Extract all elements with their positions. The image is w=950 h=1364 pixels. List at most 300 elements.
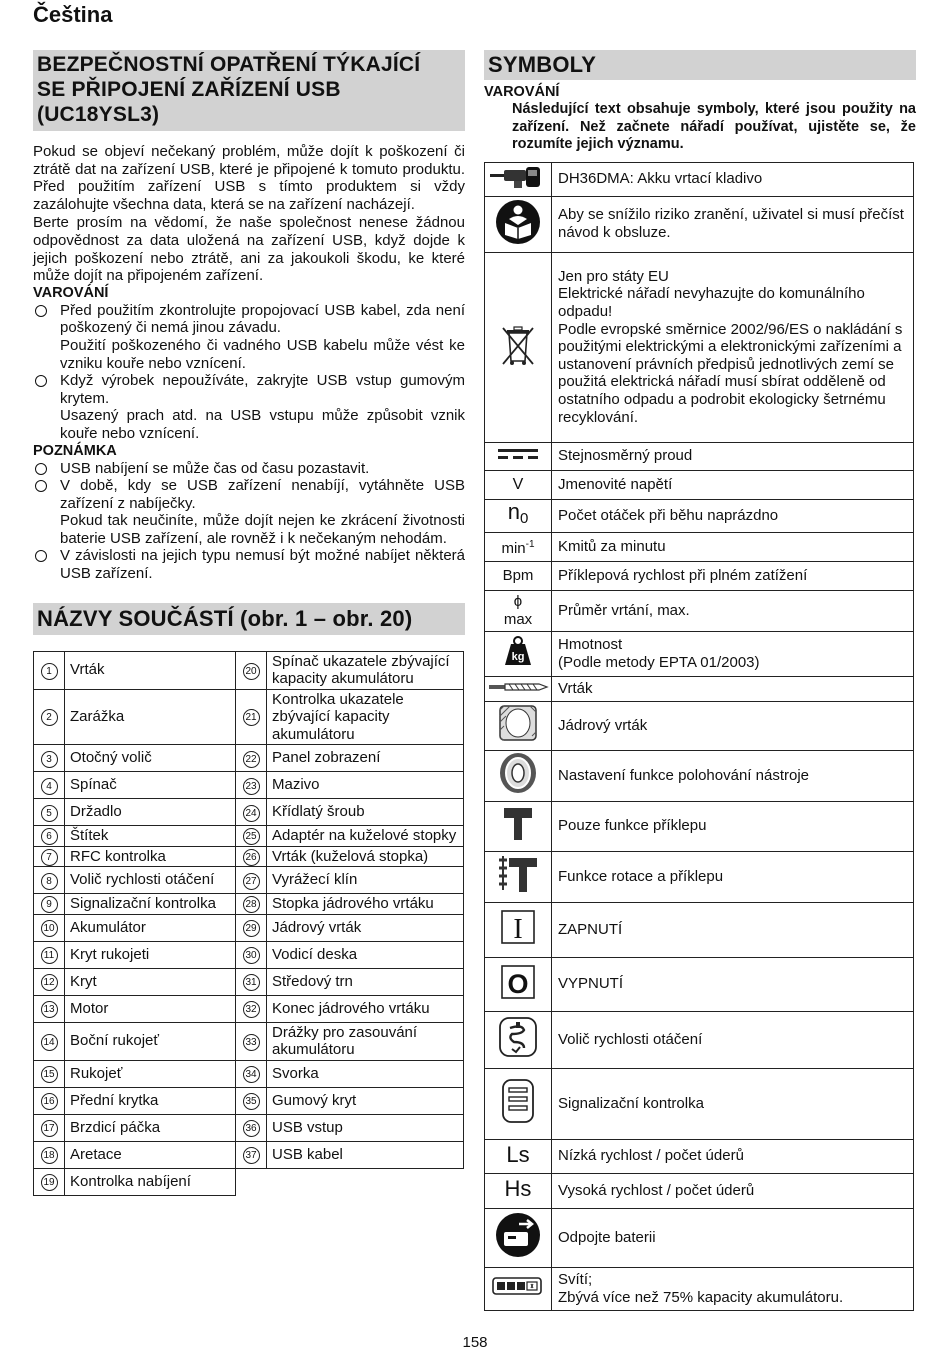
table-row — [34, 1141, 464, 1168]
language-heading: Čeština — [33, 2, 113, 27]
part-number-cell — [236, 846, 267, 867]
part-name-cell — [65, 1060, 236, 1087]
symbol-glyph: Ls — [506, 1141, 530, 1167]
symbol-cell — [485, 701, 552, 750]
table-row — [485, 470, 914, 499]
part-number-cell — [236, 1141, 267, 1168]
list-item-text: Když výrobek nepoužíváte, zakryjte USB vstup gumovým krytem. — [60, 372, 465, 407]
part-label: Otočný volič — [70, 749, 152, 767]
symbol-description: Jádrový vrták — [552, 701, 914, 750]
part-number-badge: 35 — [243, 1093, 260, 1110]
part-number-badge: 9 — [41, 896, 58, 913]
usb-warning-label: VAROVÁNÍ — [33, 284, 109, 301]
symbol-cell — [485, 196, 552, 252]
part-number-badge: 5 — [41, 805, 58, 822]
part-number-badge: 14 — [41, 1034, 58, 1051]
symbol-description: Vysoká rychlost / počet úderů — [552, 1173, 914, 1208]
symbol-glyph: V — [512, 475, 524, 493]
part-number-cell — [236, 772, 267, 799]
symbol-cell — [485, 532, 552, 561]
symbol-description: Svítí; Zbývá více než 75% kapacity akumulátoru. — [552, 1267, 914, 1310]
symbol-cell — [485, 1011, 552, 1068]
hammer-drill-icon — [488, 164, 548, 190]
part-number-cell — [236, 1022, 267, 1060]
symbol-cell — [485, 631, 552, 676]
symbol-cell — [485, 442, 552, 470]
part-name-cell — [65, 799, 236, 826]
parts-table — [33, 651, 464, 1196]
list-item — [33, 477, 465, 547]
table-row — [485, 701, 914, 750]
part-number-cell — [34, 1022, 65, 1060]
table-row — [34, 867, 464, 894]
list-item-subtext: Použití poškozeného či vadného USB kabelu může vést ke vzniku kouře nebo vznícení. — [60, 336, 465, 372]
part-label: Mazivo — [272, 776, 320, 794]
symbol-description: VYPNUTÍ — [552, 957, 914, 1011]
part-number-badge: 36 — [243, 1120, 260, 1137]
part-number-cell — [34, 968, 65, 995]
part-number-cell — [236, 799, 267, 826]
part-number-cell — [34, 1087, 65, 1114]
symbol-description: Nastavení funkce polohování nástroje — [552, 750, 914, 801]
right-column — [484, 50, 916, 1311]
table-row — [485, 442, 914, 470]
part-number-badge: 24 — [243, 805, 260, 822]
part-label: Spínač ukazatele zbývající kapacity akumulátoru — [272, 652, 450, 688]
part-name-cell — [267, 689, 464, 745]
part-number-cell — [34, 826, 65, 847]
table-row — [34, 772, 464, 799]
part-name-cell — [65, 941, 236, 968]
part-name-cell — [65, 651, 236, 689]
part-name-cell — [267, 1022, 464, 1060]
symbol-description: Počet otáček při běhu naprázdno — [552, 499, 914, 532]
usb-title-line-1: BEZPEČNOSTNÍ OPATŘENÍ TÝKAJÍCÍ — [37, 53, 421, 76]
bullet-circle-icon — [35, 463, 47, 475]
symbol-description: Jen pro státy EU Elektrické nářadí nevyhazujte do komunálního odpadu! Podle evropské směrnice 2002/96/ES o nakládání s použitými elektrickými a elektronickými zařízeními a ustanovení právních předpisů jednotlivých zemí se použitá elektrická nářadí musí sbírat odděleně od ostatního odpadu a podrobit ekologicky šetrnému recyklování. — [552, 252, 914, 442]
symbol-description: DH36DMA: Akku vrtací kladivo — [552, 162, 914, 196]
symbol-subscript: 0 — [519, 510, 529, 528]
symbol-glyph: Bpm — [502, 566, 534, 584]
part-number-badge: 30 — [243, 947, 260, 964]
part-name-cell — [267, 846, 464, 867]
part-label: Kontrolka ukazatele zbývající kapacity akumulátoru — [272, 690, 404, 743]
symbol-glyph: ϕ — [513, 592, 523, 610]
hammer-only-icon — [502, 806, 534, 842]
part-number-cell — [236, 968, 267, 995]
part-number-badge: 13 — [41, 1001, 58, 1018]
crossed-bin-icon — [500, 323, 536, 367]
usb-paragraph-1: Pokud se objeví nečekaný problém, může dojít k poškození či ztrátě dat na zařízení USB, které je připojené k tomuto produktu. Před použitím zařízení USB s tímto produktem si vždy zazálohujte všechna data, která se na zařízení nacházejí. — [33, 143, 465, 213]
part-label: Přední krytka — [70, 1091, 159, 1109]
part-number-badge: 16 — [41, 1093, 58, 1110]
rotation-position-icon — [498, 751, 538, 795]
table-row — [485, 590, 914, 631]
speed-dial-icon — [498, 1016, 538, 1058]
part-name-cell — [267, 826, 464, 847]
table-row — [34, 1168, 464, 1195]
part-label: Aretace — [70, 1145, 122, 1163]
symbol-cell — [485, 1139, 552, 1173]
signal-lamp-icon — [501, 1078, 535, 1124]
part-name-cell — [65, 846, 236, 867]
part-name-cell — [65, 826, 236, 847]
symbol-glyph: n — [507, 499, 520, 525]
symbol-cell — [485, 590, 552, 631]
part-name-cell — [65, 867, 236, 894]
part-label: Vodicí deska — [272, 945, 358, 963]
part-name-cell — [267, 968, 464, 995]
part-name-cell — [65, 914, 236, 941]
list-item-subtext: Pokud tak neučiníte, může dojít nejen ke zkrácení životnosti baterie USB zařízení, ale rovněž i k nečekaným nehodám. — [60, 512, 465, 547]
part-name-cell — [267, 867, 464, 894]
table-row — [485, 1208, 914, 1267]
symbol-description: Signalizační kontrolka — [552, 1068, 914, 1139]
table-row — [485, 851, 914, 902]
part-label: RFC kontrolka — [70, 847, 166, 865]
part-label: Vrták (kuželová stopka) — [272, 847, 429, 865]
table-row — [34, 1022, 464, 1060]
drill-bit-icon — [487, 681, 549, 693]
core-bit-icon — [496, 702, 540, 744]
part-name-cell — [65, 1087, 236, 1114]
symbol-description: Pouze funkce příklepu — [552, 801, 914, 851]
part-number-badge: 34 — [243, 1066, 260, 1083]
table-row — [34, 1114, 464, 1141]
part-name-cell — [65, 968, 236, 995]
table-row — [485, 1011, 914, 1068]
part-name-cell — [65, 1114, 236, 1141]
part-label: Zarážka — [70, 708, 125, 726]
list-item-text: V době, kdy se USB zařízení nenabíjí, vytáhněte USB zařízení z nabíječky. — [60, 477, 465, 512]
list-item — [33, 372, 465, 442]
part-name-cell — [65, 894, 236, 915]
symbol-description: Kmitů za minutu — [552, 532, 914, 561]
direct-current-icon — [496, 446, 540, 462]
part-number-cell — [34, 1060, 65, 1087]
part-number-badge: 27 — [243, 873, 260, 890]
symbol-cell — [485, 561, 552, 590]
usb-section-title — [33, 50, 465, 131]
part-name-cell — [267, 914, 464, 941]
part-number-badge: 37 — [243, 1147, 260, 1164]
symbol-cell — [485, 162, 552, 196]
part-label: Akumulátor — [70, 918, 146, 936]
part-number-cell — [236, 914, 267, 941]
part-number-badge: 22 — [243, 751, 260, 768]
part-number-cell — [34, 867, 65, 894]
usb-paragraph-2: Berte prosím na vědomí, že naše společnost nenese žádnou odpovědnost za data uložená na zařízení USB, když dojde k jejich poškození nebo ztrátě, ani za jakoukoli škodu, ke které může dojít na připojeném zařízení. — [33, 214, 465, 285]
part-label: Drážky pro zasouvání akumulátoru — [272, 1023, 418, 1059]
part-name-cell — [65, 995, 236, 1022]
part-name-cell — [267, 799, 464, 826]
bullet-circle-icon — [35, 480, 47, 492]
part-number-badge: 28 — [243, 896, 260, 913]
svg-text:I: I — [513, 914, 523, 946]
switch-on-icon — [500, 909, 536, 945]
bullet-circle-icon — [35, 375, 47, 387]
part-number-cell — [34, 651, 65, 689]
symbol-description: Volič rychlosti otáčení — [552, 1011, 914, 1068]
part-number-badge: 25 — [243, 828, 260, 845]
symbol-description: Funkce rotace a příklepu — [552, 851, 914, 902]
part-label: Stopka jádrového vrtáku — [272, 895, 434, 913]
weight-kg-icon — [504, 636, 532, 666]
part-number-cell — [236, 651, 267, 689]
symbol-cell — [485, 1208, 552, 1267]
part-number-badge: 7 — [41, 849, 58, 866]
part-number-cell — [236, 941, 267, 968]
table-row — [485, 957, 914, 1011]
part-number-cell — [236, 1060, 267, 1087]
usb-title-line-2: SE PŘIPOJENÍ ZAŘÍZENÍ USB — [37, 78, 341, 101]
disconnect-battery-icon — [495, 1212, 541, 1258]
bullet-circle-icon — [35, 305, 47, 317]
symbol-cell — [485, 499, 552, 532]
part-label: Brzdicí páčka — [70, 1118, 161, 1136]
part-label: USB vstup — [272, 1118, 343, 1136]
table-row — [34, 914, 464, 941]
table-row — [34, 799, 464, 826]
table-row — [34, 826, 464, 847]
part-number-cell — [34, 1141, 65, 1168]
page-number: 158 — [462, 1334, 488, 1351]
part-number-cell — [34, 995, 65, 1022]
part-label: Kontrolka nabíjení — [70, 1172, 191, 1190]
symbol-cell — [485, 252, 552, 442]
part-label: Motor — [70, 999, 109, 1017]
part-number-cell — [236, 1087, 267, 1114]
part-number-badge: 10 — [41, 920, 58, 937]
part-label: Signalizační kontrolka — [70, 895, 216, 913]
part-number-badge: 20 — [243, 663, 260, 680]
part-label: Boční rukojeť — [70, 1032, 160, 1050]
table-row — [485, 1139, 914, 1173]
part-number-badge: 8 — [41, 873, 58, 890]
symbol-description: Příklepová rychlost při plném zatížení — [552, 561, 914, 590]
symbols-warning-label: VAROVÁNÍ — [484, 84, 560, 100]
part-number-badge: 29 — [243, 920, 260, 937]
table-row — [485, 196, 914, 252]
table-row — [34, 894, 464, 915]
part-label: Konec jádrového vrtáku — [272, 999, 430, 1017]
table-row — [34, 1087, 464, 1114]
part-number-cell — [34, 894, 65, 915]
table-row — [485, 750, 914, 801]
list-item-text: USB nabíjení se může čas od času pozastavit. — [60, 459, 370, 477]
table-row — [34, 995, 464, 1022]
part-label: Jádrový vrták — [272, 918, 362, 936]
battery-level-icon — [491, 1275, 545, 1297]
part-label: Spínač — [70, 776, 117, 794]
table-row — [485, 902, 914, 957]
symbol-cell — [485, 851, 552, 902]
usb-title-line-3: (UC18YSL3) — [37, 103, 160, 126]
symbol-cell — [485, 470, 552, 499]
part-label: Vyrážecí klín — [272, 871, 358, 889]
part-number-cell — [236, 995, 267, 1022]
part-label: Rukojeť — [70, 1064, 123, 1082]
part-number-cell — [34, 745, 65, 772]
table-row — [34, 1060, 464, 1087]
part-label: Kryt — [70, 972, 97, 990]
part-number-cell — [236, 867, 267, 894]
symbol-cell — [485, 1267, 552, 1310]
part-name-cell — [267, 995, 464, 1022]
symbol-cell — [485, 676, 552, 701]
part-number-badge: 2 — [41, 709, 58, 726]
symbol-cell — [485, 957, 552, 1011]
table-row — [34, 968, 464, 995]
symbol-glyph: min — [501, 539, 526, 557]
table-row — [34, 689, 464, 745]
symbol-cell — [485, 1068, 552, 1139]
bullet-circle-icon — [35, 550, 47, 562]
part-number-badge: 15 — [41, 1066, 58, 1083]
part-number-cell — [34, 799, 65, 826]
part-label: Volič rychlosti otáčení — [70, 871, 215, 889]
part-number-cell — [236, 894, 267, 915]
parts-section-title: NÁZVY SOUČÁSTÍ (obr. 1 – obr. 20) — [33, 603, 465, 635]
symbols-intro: Následující text obsahuje symboly, které jsou použity na zařízení. Než začnete nářadí používat, ujistěte se, že rozumíte jejich významu. — [512, 101, 916, 152]
symbol-superscript: -1 — [525, 538, 535, 550]
table-row — [485, 162, 914, 196]
part-label: Křídlatý šroub — [272, 803, 365, 821]
table-row — [485, 499, 914, 532]
part-label: Štítek — [70, 827, 109, 845]
list-item-subtext: Usazený prach atd. na USB vstupu může způsobit vznik kouře nebo vznícení. — [60, 407, 465, 442]
part-label: Vrták — [70, 661, 105, 679]
part-number-cell — [236, 745, 267, 772]
symbol-description: ZAPNUTÍ — [552, 902, 914, 957]
part-number-cell — [34, 1168, 65, 1195]
list-item — [33, 302, 465, 372]
part-number-badge: 17 — [41, 1120, 58, 1137]
part-number-badge: 33 — [243, 1034, 260, 1051]
svg-text:kg: kg — [511, 651, 525, 664]
part-name-cell — [267, 1087, 464, 1114]
part-name-cell — [65, 1168, 236, 1195]
list-item-text: Před použitím zkontrolujte propojovací USB kabel, zda není poškozený či nemá jinou závadu. — [60, 301, 465, 337]
table-row — [485, 676, 914, 701]
left-column — [33, 50, 465, 1196]
symbol-glyph: Hs — [504, 1176, 532, 1202]
list-item-text: V závislosti na jejich typu nemusí být možné nabíjet některá USB zařízení. — [60, 547, 465, 583]
switch-off-icon — [500, 964, 536, 1000]
part-number-badge: 3 — [41, 751, 58, 768]
part-name-cell — [267, 941, 464, 968]
part-number-cell — [34, 1114, 65, 1141]
symbol-cell — [485, 750, 552, 801]
symbol-description: Nízká rychlost / počet úderů — [552, 1139, 914, 1173]
part-number-cell — [34, 846, 65, 867]
part-number-cell — [34, 689, 65, 745]
part-number-cell — [236, 826, 267, 847]
usb-note-label: POZNÁMKA — [33, 442, 117, 459]
part-label: Kryt rukojeti — [70, 945, 150, 963]
table-row — [485, 561, 914, 590]
part-number-cell — [34, 914, 65, 941]
part-number-cell — [34, 941, 65, 968]
part-number-cell — [34, 772, 65, 799]
part-name-cell — [267, 894, 464, 915]
part-label: Středový trn — [272, 972, 353, 990]
table-row — [34, 941, 464, 968]
table-row — [34, 846, 464, 867]
part-name-cell — [267, 745, 464, 772]
part-label: Gumový kryt — [272, 1091, 357, 1109]
symbols-table — [484, 162, 914, 1311]
table-row — [485, 252, 914, 442]
symbols-section-title: SYMBOLY — [484, 50, 916, 80]
part-number-cell — [236, 1114, 267, 1141]
part-number-badge: 23 — [243, 778, 260, 795]
part-name-cell — [65, 1022, 236, 1060]
table-row — [485, 1267, 914, 1310]
table-row — [485, 1068, 914, 1139]
part-number-badge: 32 — [243, 1001, 260, 1018]
rotation-hammer-icon — [495, 854, 541, 894]
part-number-badge: 4 — [41, 778, 58, 795]
symbol-description: Hmotnost (Podle metody EPTA 01/2003) — [552, 631, 914, 676]
symbol-description: Průměr vrtání, max. — [552, 590, 914, 631]
table-row — [485, 532, 914, 561]
list-item — [33, 547, 465, 582]
symbol-cell — [485, 902, 552, 957]
part-label: Panel zobrazení — [272, 749, 381, 767]
symbol-cell — [485, 1173, 552, 1208]
part-number-badge: 31 — [243, 974, 260, 991]
usb-warning-list — [33, 302, 465, 443]
part-name-cell — [65, 689, 236, 745]
part-number-badge: 26 — [243, 849, 260, 866]
part-number-badge: 12 — [41, 974, 58, 991]
table-row — [34, 745, 464, 772]
part-name-cell — [267, 1060, 464, 1087]
symbol-description: Aby se snížilo riziko zranění, uživatel si musí přečíst návod k obsluze. — [552, 196, 914, 252]
part-name-cell — [267, 1141, 464, 1168]
symbol-description: Stejnosměrný proud — [552, 442, 914, 470]
symbol-cell — [485, 801, 552, 851]
table-row — [485, 631, 914, 676]
part-name-cell — [65, 772, 236, 799]
list-item — [33, 460, 465, 478]
symbol-glyph-line2: max — [503, 610, 533, 628]
usb-note-list — [33, 460, 465, 583]
part-number-badge: 6 — [41, 828, 58, 845]
table-row — [34, 651, 464, 689]
part-name-cell — [267, 651, 464, 689]
part-name-cell — [267, 1114, 464, 1141]
part-label: Držadlo — [70, 803, 122, 821]
part-number-badge: 18 — [41, 1147, 58, 1164]
part-number-cell — [236, 689, 267, 745]
table-row — [485, 801, 914, 851]
part-number-badge: 19 — [41, 1174, 58, 1191]
symbol-description: Jmenovité napětí — [552, 470, 914, 499]
symbol-description: Odpojte baterii — [552, 1208, 914, 1267]
part-name-cell — [65, 1141, 236, 1168]
part-label: Svorka — [272, 1064, 319, 1082]
part-number-badge: 1 — [41, 663, 58, 680]
part-name-cell — [65, 745, 236, 772]
part-number-badge: 21 — [243, 709, 260, 726]
part-number-badge: 11 — [41, 947, 58, 964]
part-label: USB kabel — [272, 1145, 343, 1163]
table-row — [485, 1173, 914, 1208]
part-name-cell — [267, 772, 464, 799]
part-label: Adaptér na kuželové stopky — [272, 827, 457, 845]
